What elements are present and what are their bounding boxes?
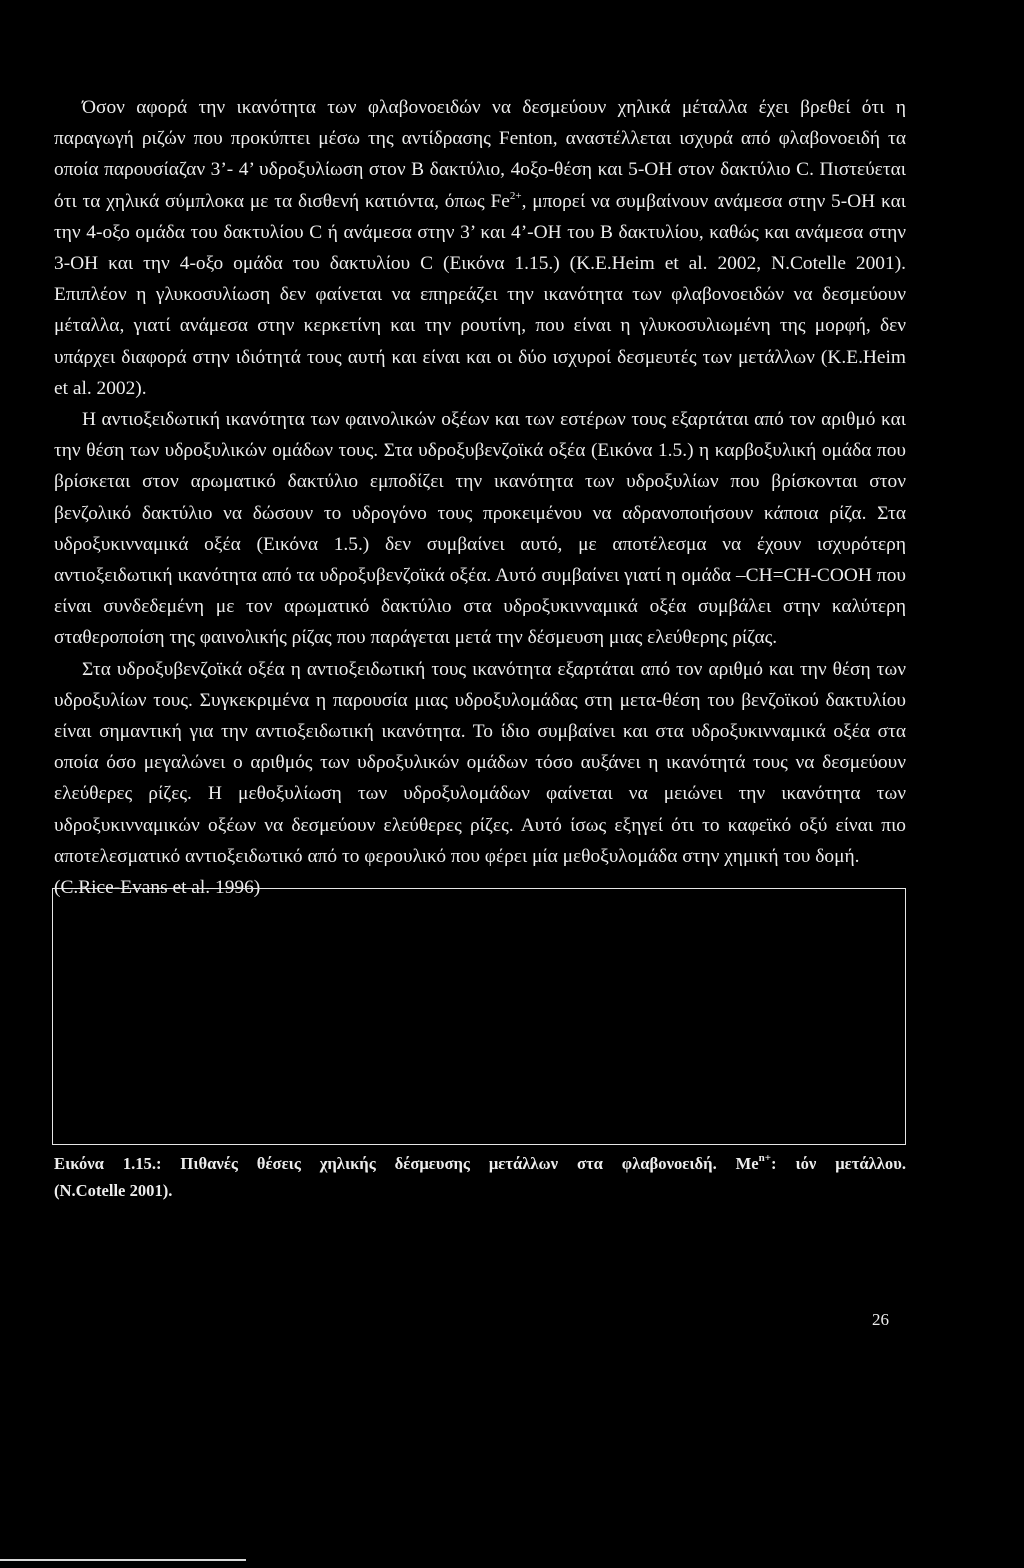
paragraph-hydroxybenzoic-acids	[54, 654, 906, 872]
text-run: Στα υδροξυβενζοϊκά οξέα η αντιοξειδωτική τους ικανότητα εξαρτάται από τον αριθμό και την θέση των υδροξυλίων τους. Συγκεκριμένα η παρουσία μιας υδροξυλομάδας στη μετα-θέση του βενζοϊκού δακτυλίου είναι σημαντική για την αντιοξειδωτική ικανότητα. Το ίδιο συμβαίνει και στα υδροξυκινναμικά οξέα στα οποία όσο μεγαλώνει ο αριθμός των υδροξυλικών ομάδων τόσο αυξάνει η ικανότητά τους να δεσμεύουν ελεύθερες ρίζες. Η μεθοξυλίωση των υδροξυλομάδων φαίνεται να μειώνει την ικανότητα των υδροξυκινναμικών οξέων να δεσμεύουν ελεύθερες ρίζες. Αυτό ίσως εξηγεί ότι το καφεϊκό οξύ είναι πιο αποτελεσματικό αντιοξειδωτικό από το φερουλικό που φέρει μία μεθοξυλομάδα στην χημική του δομή.	[54, 658, 906, 867]
footnote-separator-rule	[0, 1559, 246, 1561]
text-run: Όσον αφορά την ικανότητα των φλαβονοειδών να δεσμεύουν χηλικά μέταλλα έχει βρεθεί ότι η παραγωγή ριζών που προκύπτει μέσω της αντίδρασης Fenton, αναστέλλεται ισχυρά από φλαβονοειδή τα οποία παρουσίαζαν 3’- 4’ υδροξυλίωση στον Β δακτύλιο, 4οξο-θέση και 5-ΟΗ στον δακτύλιο C. Πιστεύεται ότι τα χηλικά σύμπλοκα με τα δισθενή κατιόντα, όπως Fe	[54, 97, 906, 212]
superscript-text: 2+	[509, 189, 522, 202]
figure-caption-text: Εικόνα 1.15.: Πιθανές θέσεις χηλικής δέσμευσης μετάλλων στα φλαβονοειδή. Me	[54, 1154, 759, 1173]
figure-caption-text-end: : ιόν μετάλλου.	[771, 1154, 906, 1173]
figure-caption-reference: (N.Cotelle 2001).	[54, 1181, 173, 1200]
figure-caption	[54, 1150, 906, 1204]
page-number: 26	[872, 1310, 889, 1329]
paragraph-metal-chelation	[54, 92, 906, 404]
figure-caption-superscript: n+	[758, 1152, 772, 1164]
paragraph-phenolic-acids	[54, 404, 906, 654]
figure-placeholder-frame	[52, 888, 906, 1145]
body-text	[54, 92, 906, 903]
text-run: (C.Rice-Evans et al. 1996)	[54, 877, 261, 899]
text-run: , μπορεί να συμβαίνουν ανάμεσα στην 5-ΟΗ και την 4-οξο ομάδα του δακτυλίου C ή ανάμεσα στην 3’ και 4’-ΟΗ του Β δακτυλίου, καθώς και ανάμεσα στην 3-ΟΗ και την 4-οξο ομάδα του δακτυλίου C (Εικόνα 1.15.) (Κ.Ε.Heim et al. 2002, N.Cotelle 2001). Επιπλέον η γλυκοσυλίωση δεν φαίνεται να επηρεάζει την ικανότητα των φλαβονοειδών να δεσμεύουν μέταλλα, γιατί ανάμεσα στην κερκετίνη και την ρουτίνη, που είναι η γλυκοσυλιωμένη της μορφή, δεν υπάρχει διαφορά στην ιδιότητά τους αυτή και είναι και οι δύο ισχυροί δεσμευτές των μετάλλων (Κ.Ε.Heim et al. 2002).	[54, 190, 906, 399]
figure-caption-line-1	[54, 1150, 906, 1177]
text-run: Η αντιοξειδωτική ικανότητα των φαινολικών οξέων και των εστέρων τους εξαρτάται από τον αριθμό και την θέση των υδροξυλικών ομάδων τους. Στα υδροξυβενζοϊκά οξέα (Εικόνα 1.5.) η καρβοξυλική ομάδα που βρίσκεται στον αρωματικό δακτύλιο εμποδίζει την ικανότητα των υδροξυλίων που βρίσκονται στον βενζολικό δακτύλιο να δώσουν το υδρογόνο τους προκειμένου να αδρανοποιήσουν κάποια ρίζα. Στα υδροξυκινναμικά οξέα (Εικόνα 1.5.) δεν συμβαίνει αυτό, με αποτέλεσμα να έχουν ισχυρότερη αντιοξειδωτική ικανότητα από τα υδροξυβενζοϊκά οξέα. Αυτό συμβαίνει γιατί η ομάδα –CH=CH-COOH που είναι συνδεδεμένη με τον αρωματικό δακτύλιο στα υδροξυκινναμικά οξέα συμβάλει στην καλύτερη σταθεροποίση της φαινολικής ρίζας που παράγεται μετά την δέσμευση μιας ελεύθερης ρίζας.	[54, 409, 906, 649]
